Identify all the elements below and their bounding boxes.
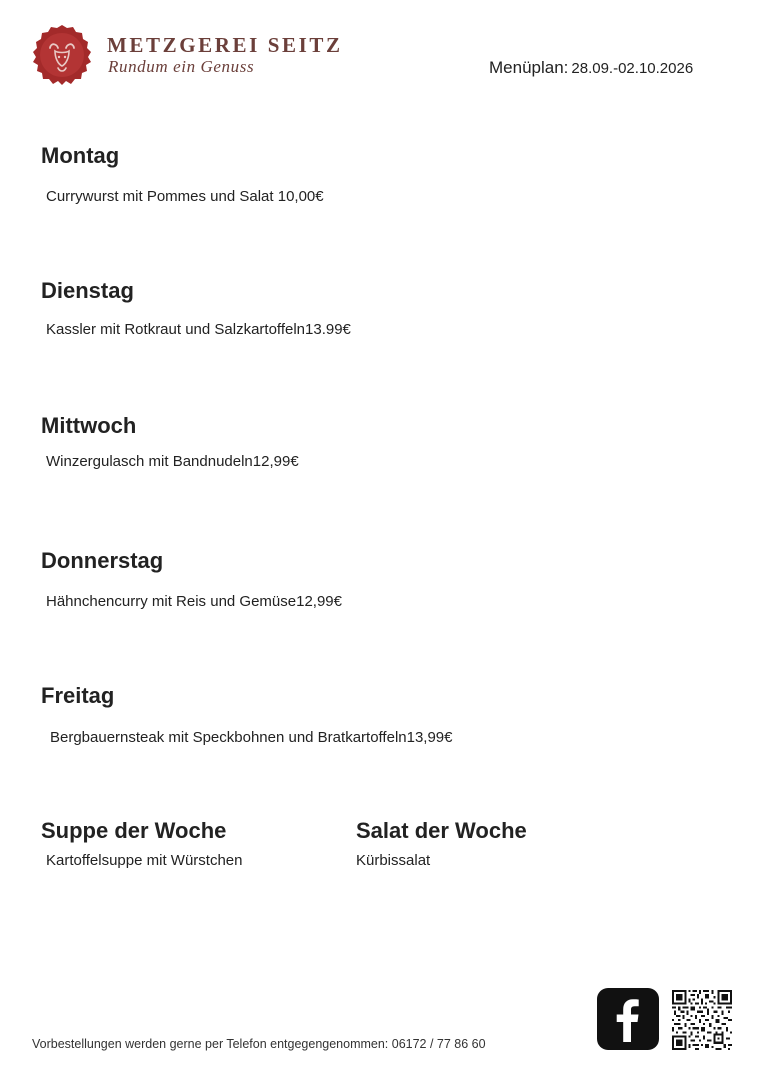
day-title-tuesday: Dienstag [41,278,134,303]
day-title-thursday: Donnerstag [41,548,164,573]
soup-of-week-title: Suppe der Woche [41,818,227,843]
facebook-glyph-icon [597,988,659,1050]
qr-code-icon[interactable] [672,990,732,1050]
dish-tuesday: Kassler mit Rotkraut und Salzkartoffeln13.99€ [46,321,351,338]
dish-friday: Bergbauernsteak mit Speckbohnen und Bratkartoffeln13,99€ [50,729,453,746]
dish-thursday: Hähnchencurry mit Reis und Gemüse12,99€ [46,593,342,610]
menu-plan-label: Menüplan: [489,58,569,77]
dish-monday: Currywurst mit Pommes und Salat 10,00€ [46,188,324,205]
facebook-icon[interactable] [597,988,659,1050]
menu-plan-heading [489,58,693,78]
day-title-friday: Freitag [41,683,115,708]
dish-wednesday: Winzergulasch mit Bandnudeln12,99€ [46,453,299,470]
day-title-monday: Montag [41,143,120,168]
salad-of-week-dish: Kürbissalat [356,852,431,869]
menu-plan-dates: 28.09.-02.10.2026 [571,60,694,77]
preorder-note: Vorbestellungen werden gerne per Telefon entgegengenommen: 06172 / 77 86 60 [32,1037,486,1051]
butcher-seal-logo [31,24,93,86]
salad-of-week-title: Salat der Woche [356,818,527,843]
soup-of-week-dish: Kartoffelsuppe mit Würstchen [46,852,243,869]
brand-tagline: Rundum ein Genuss [108,57,255,76]
day-title-wednesday: Mittwoch [41,413,137,438]
brand-name: METZGEREI SEITZ [107,33,343,57]
